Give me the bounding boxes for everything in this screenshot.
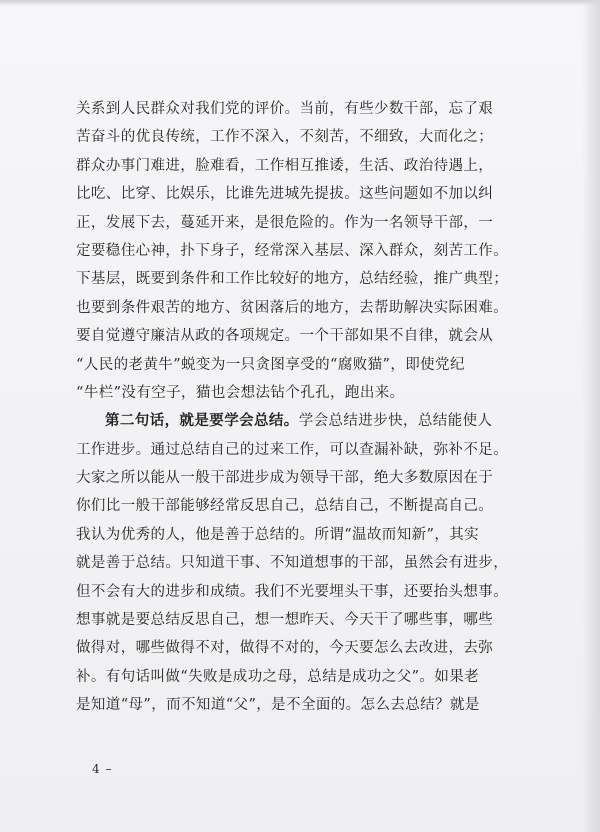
page-number: 4 – bbox=[92, 762, 113, 776]
text-line: 是知道“母”，而不知道“父”，是不全面的。怎么去总结？就是 bbox=[76, 697, 480, 714]
document-body bbox=[76, 95, 528, 720]
text-line: 群众办事门难进，脸难看，工作相互推诿，生活、政治待遇上， bbox=[76, 157, 494, 174]
text-line: 工作进步。通过总结自己的过来工作，可以查漏补缺，弥补不足。 bbox=[76, 441, 509, 458]
text-line: 你们比一般干部能够经常反思自己，总结自己，不断提高自己。 bbox=[76, 498, 494, 515]
text-line: 也要到条件艰苦的地方、贫困落后的地方，去帮助解决实际困难。 bbox=[76, 299, 509, 316]
text-line: “牛栏”没有空子，猫也会想法钻个孔孔，跑出来。 bbox=[76, 384, 405, 401]
text-line: 但不会有大的进步和成绩。我们不光要埋头干事，还要抬头想事。 bbox=[76, 583, 509, 600]
text-line: 做得对，哪些做得不对，做得不对的，今天要怎么去改进，去弥 bbox=[76, 640, 494, 657]
text-line: 关系到人民群众对我们党的评价。当前，有些少数干部，忘了艰 bbox=[76, 101, 494, 117]
paragraph-heading: 第二句话，就是要学会总结。 bbox=[105, 412, 299, 430]
text-line: “人民的老黄牛”蜕变为一只贪图享受的“腐败猫”，即使党纪 bbox=[76, 356, 465, 373]
paragraph-heading-line bbox=[76, 407, 528, 435]
paragraph-heading-rest: 学会总结进步快，总结能使人 bbox=[298, 413, 493, 430]
text-line: 正，发展下去，蔓延开来，是很危险的。作为一名领导干部，一 bbox=[76, 214, 494, 231]
text-line: 苦奋斗的优良传统，工作不深入，不刻苦，不细致，大而化之； bbox=[76, 129, 494, 146]
text-line: 我认为优秀的人，他是善于总结的。所谓“温故而知新”，其实 bbox=[76, 526, 480, 543]
text-line: 要自觉遵守廉洁从政的各项规定。一个干部如果不自律，就会从 bbox=[76, 328, 494, 345]
text-line: 下基层，既要到条件和工作比较好的地方，总结经验，推广典型； bbox=[76, 271, 509, 288]
text-line: 比吃、比穿、比娱乐，比谁先进城先提拔。这些问题如不加以纠 bbox=[76, 186, 494, 203]
text-line: 就是善于总结。只知道干事、不知道想事的干部，虽然会有进步， bbox=[76, 555, 509, 572]
scan-edge-right bbox=[582, 0, 600, 832]
text-line: 大家之所以能从一般干部进步成为领导干部，绝大多数原因在于 bbox=[76, 470, 494, 487]
text-line: 定要稳住心神，扑下身子，经常深入基层、深入群众，刻苦工作。 bbox=[76, 242, 509, 259]
scan-edge-top bbox=[0, 0, 600, 6]
text-line: 补。有句话叫做“失败是成功之母，总结是成功之父”。如果老 bbox=[76, 668, 480, 685]
text-line: 想事就是要总结反思自己，想一想昨天、今天干了哪些事，哪些 bbox=[76, 612, 494, 629]
